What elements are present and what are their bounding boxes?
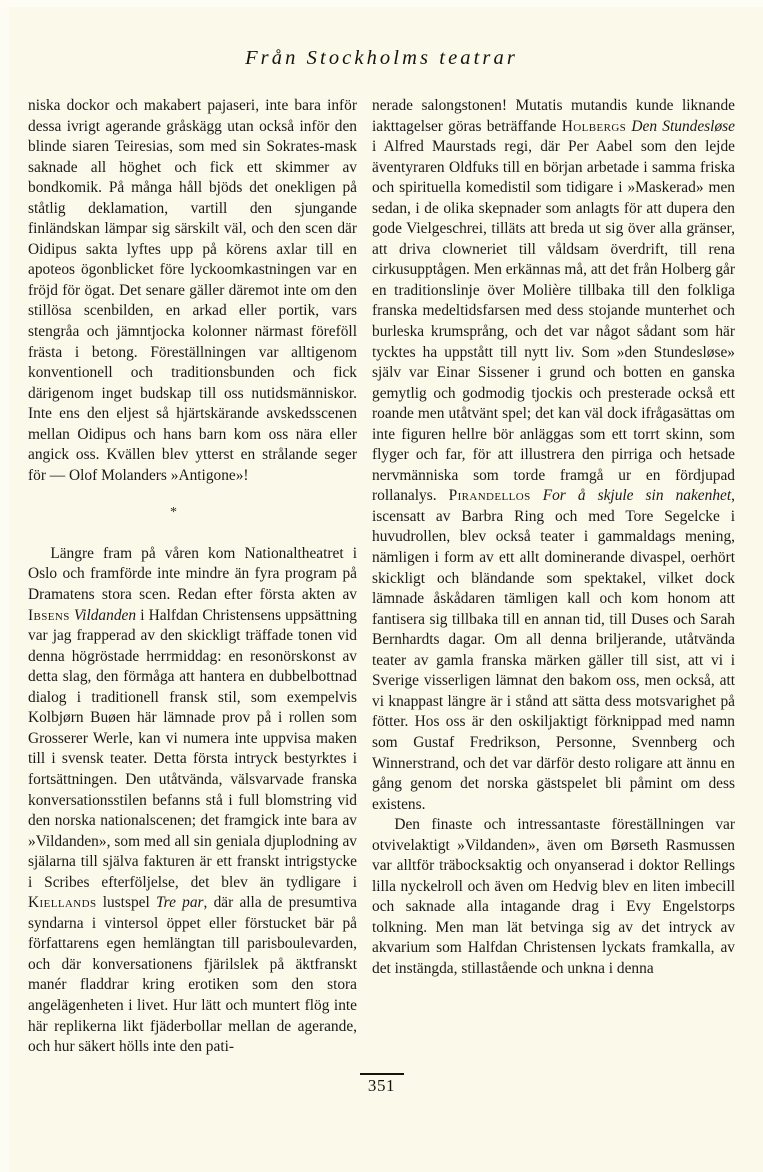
folio-rule — [360, 1073, 404, 1075]
para-nationaltheatret — [28, 544, 357, 1058]
text-column-right — [372, 96, 735, 980]
text-run: , där alla de presumtiva syndarna i vintersol öppet eller förstucket bär på författarens egen hemlängtan till parisboulevarden, och där konversationens fjärilslek på äktfranskt manér fladdrar kring erotiken som den stora angelägenheten i livet. Hur lätt och muntert flög inte här replikerna likt fjäderbollar mellan de agerande, och hur säkert hölls inte den pati- — [28, 894, 357, 1056]
text-run: Den finaste och intressantaste föreställningen var otvivelaktigt »Vildanden», även om Børseth Rasmussen var alltför träbocksaktig och onyanserad i doktor Rellings lilla nyckelroll och även om Hedvig blev en liten imbecill och saknade alla intagande drag i Evy Engelstorps tolkning. Men man lät betvinga sig av det intryck av akvarium som Halfdan Christensen lyckats framkalla, av det instängda, stillastående och unkna i denna — [372, 816, 735, 977]
italic-title: Tre par — [155, 894, 204, 912]
text-run: niska dockor och makabert pajaseri, inte bara inför dessa ivrigt agerande gråskägg utan också inför den blinde siaren Teiresias, som med sin Sokrates-mask saknade all höghet och fick ett skimmer av bondkomik. På många håll bjöds det onekligen på ståtlig deklamation, vartill den sjungande finländskan lämpar sig särskilt väl, och den scen där Oidipus sakta lyftes upp på körens axlar till en apoteos ögonblicket före lyckoomkastningen var en fröjd för ögat. Det senare gäller däremot inte om den stillösa scenbilden, en arkad eller portik, vars stengråa och jämntjocka kolonner närmast föreföll frästa i betong. Föreställningen var alltigenom konventionell och traditionsbunden och fick därigenom inget budskap till oss nutidsmänniskor. Inte ens den eljest så hjärtskärande avskedsscenen mellan Oidipus och hans barn kom oss nära eller angick oss. Kvällen blev ytterst en strålande seger för — Olof Molanders »Antigone»! — [28, 97, 357, 484]
text-run: lustspel — [96, 894, 156, 912]
small-caps-name: Holbergs — [561, 117, 627, 135]
para-continued-oidipus — [28, 96, 357, 486]
text-run: Längre fram på våren kom Nationaltheatret i Oslo och framförde inte mindre än fyra program på Dramatens stora scen. Redan efter första akten av — [28, 544, 357, 604]
small-caps-name: Kiellands — [28, 894, 97, 912]
text-run: , iscensatt av Barbra Ring och med Tore Segelcke i huvudrollen, blev också teater i gammaldags mening, nämligen i form av ett allt dominerande divaspel, oerhört skickligt och bländande som spektakel, vilket dock lämnade åskådaren tämligen kall och kom honom att fantisera sig tillbaka till en annan tid, till Duses och Sarah Bernhardts dagar. Om all denna briljerande, utåtvända teater av gamla franska märken gäller till sist, att vi i Sverige visserligen lämnat den bakom oss, men också, att vi knappast längre är i stånd att sätta dess motsvarighet på fötter. Hos oss är den oskiljaktigt förknippad med namn som Gustaf Fredrikson, Personne, Svennberg och Winnerstrand, och det var därför desto roligare att ännu en gång genom det norska gästspelet bli påmint om dess existens. — [372, 487, 735, 813]
running-head: Från Stockholms teatrar — [245, 47, 518, 69]
para-continued-holberg — [372, 96, 735, 815]
small-caps-name: Pirandellos — [448, 487, 531, 505]
folio-number: 351 — [367, 1076, 396, 1095]
italic-title: Den Stundesløse — [631, 117, 735, 135]
italic-title: For å skjule sin nakenhet — [542, 487, 732, 505]
italic-title: Vildanden — [73, 606, 137, 624]
two-column-text-body — [28, 96, 735, 1061]
text-run: nerade salongstonen! Mutatis mutandis kunde liknande iakttagelser göras beträffande — [372, 97, 735, 135]
page-folio — [0, 1073, 763, 1096]
text-run: i Halfdan Christensens uppsättning var jag frapperad av den skickligt träffade tonen vid denna högröstade herrmiddag: en resonörskonst av detta slag, den förmåga att hantera en dubbelbottnad dialog i traditionell fransk stil, som exempelvis Kolbjørn Buøen här lämnade prov på i rollen som Grosserer Werle, kan vi numera inte uppvisa maken till i svensk teater. Detta första intryck bestyrktes i fortsättningen. Den utåtvända, välsvarvade franska konversationsstilen befanns stå i full blomstring vid den norska nationalscenen; det framgick inte bara av »Vildanden», som med all sin geniala djuplodning av själarna till själva fakturen är ett franskt intrigstycke i Scribes efterföljelse, det blev än tydligare i — [28, 606, 357, 891]
text-run: i Alfred Maurstads regi, där Per Aabel som den lejde äventyraren Oldfuks till en början arbetade i samma friska och spirituella komedistil som tidigare i »Maskerad» men sedan, i de olika skepnader som anlagts för att dupera den gode Vielgeschrei, tilläts att breda ut sig över alla gränser, att driva clowneriet till våldsam överdrift, till rena cirkusupptågen. Men erkännas må, att det från Holberg går en traditionslinje över Molière tillbaka till den folkliga franska medeltidsfarsen med dess stojande munterhet och burleska krumsprång, och det var något sådant som här tycktes ha uppstått till nytt liv. Som »den Stundesløse» själv var Einar Sissener i grund och botten en ganska gemytlig och godmodig tjockis och presterade också ett roande men utåtvänt spel; det kan väl dock ifrågasättas om inte figuren hellre bör anläggas som ett torrt skinn, som flyger och far, för att illustrera den pirriga och hetsade nervmänniska som torde framgå ur en fördjupad rollanalys. — [372, 138, 735, 505]
section-separator-asterisk: * — [170, 505, 177, 521]
para-vildanden-finale — [372, 815, 735, 979]
small-caps-name: Ibsens — [28, 606, 70, 624]
text-column-left — [28, 96, 357, 1058]
text-run — [531, 487, 543, 504]
